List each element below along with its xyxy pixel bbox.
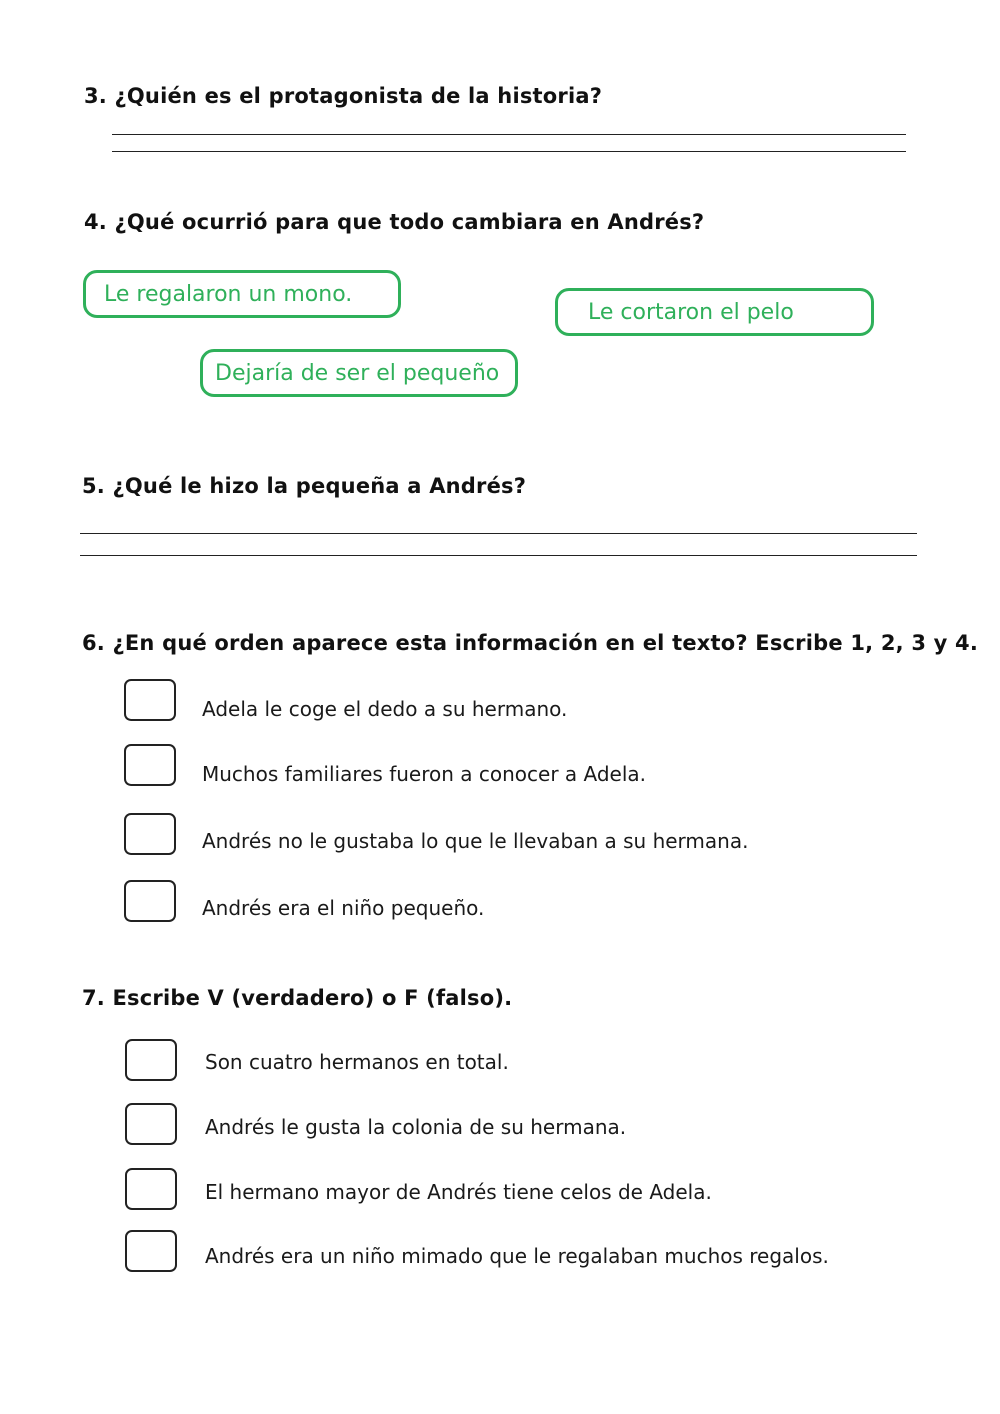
statement-text: Andrés le gusta la colonia de su hermana. [205, 1115, 627, 1139]
answer-line[interactable] [80, 533, 917, 534]
answer-line[interactable] [80, 555, 917, 556]
question-6-title: 6. ¿En qué orden aparece esta información en el texto? Escribe 1, 2, 3 y 4. [82, 631, 979, 655]
answer-option[interactable]: Dejaría de ser el pequeño [200, 349, 518, 397]
question-4-title: 4. ¿Qué ocurrió para que todo cambiara en Andrés? [84, 210, 705, 234]
true-false-box[interactable] [125, 1168, 177, 1210]
answer-option[interactable]: Le cortaron el pelo [555, 288, 874, 336]
statement-text: Son cuatro hermanos en total. [205, 1050, 509, 1074]
statement-text: Adela le coge el dedo a su hermano. [202, 697, 568, 721]
statement-text: Muchos familiares fueron a conocer a Adela. [202, 762, 647, 786]
order-answer-box[interactable] [124, 813, 176, 855]
true-false-box[interactable] [125, 1039, 177, 1081]
answer-option[interactable]: Le regalaron un mono. [83, 270, 401, 318]
answer-line[interactable] [112, 134, 906, 135]
statement-text: Andrés era el niño pequeño. [202, 896, 485, 920]
question-5-title: 5. ¿Qué le hizo la pequeña a Andrés? [82, 474, 527, 498]
question-7-title: 7. Escribe V (verdadero) o F (falso). [82, 986, 513, 1010]
question-3-title: 3. ¿Quién es el protagonista de la historia? [84, 84, 603, 108]
statement-text: El hermano mayor de Andrés tiene celos de Adela. [205, 1180, 712, 1204]
statement-text: Andrés no le gustaba lo que le llevaban a su hermana. [202, 829, 749, 853]
true-false-box[interactable] [125, 1230, 177, 1272]
answer-line[interactable] [112, 151, 906, 152]
order-answer-box[interactable] [124, 880, 176, 922]
order-answer-box[interactable] [124, 679, 176, 721]
order-answer-box[interactable] [124, 744, 176, 786]
statement-text: Andrés era un niño mimado que le regalaban muchos regalos. [205, 1244, 829, 1268]
true-false-box[interactable] [125, 1103, 177, 1145]
